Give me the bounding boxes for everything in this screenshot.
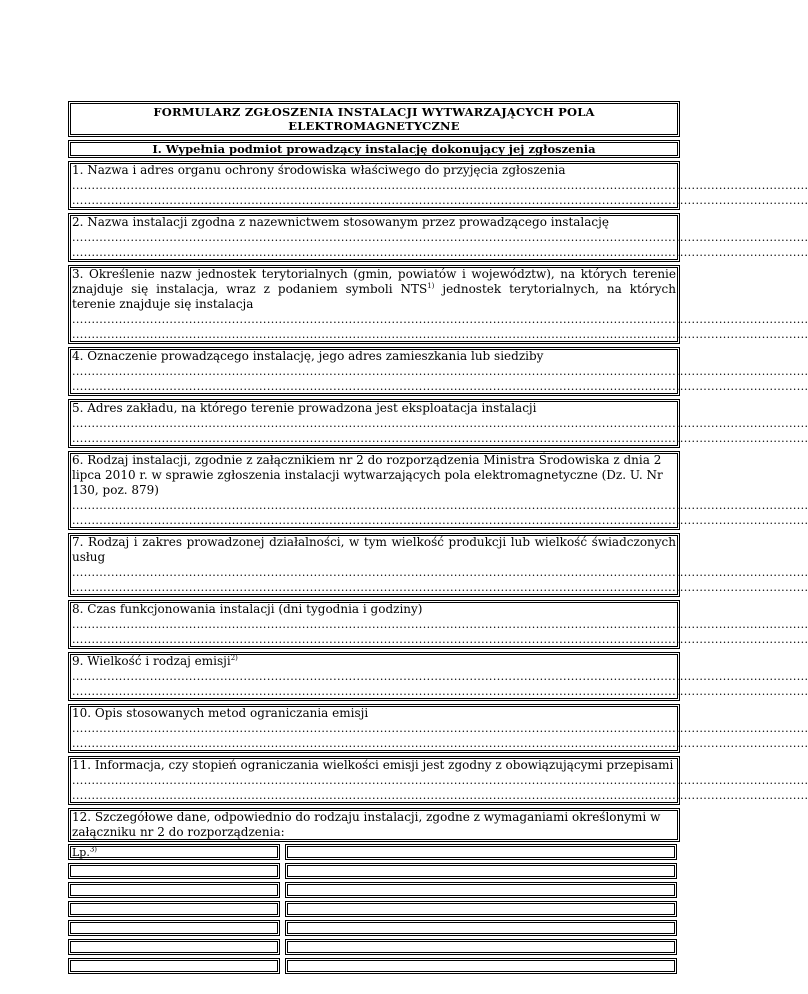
form-title-line-1: FORMULARZ ZGŁOSZENIA INSTALACJI WYTWARZAJĄCYCH POLA (153, 105, 595, 119)
field-label: 2. Nazwa instalacji zgodna z nazewnictwem stosowanym przez prowadzącego instalację (72, 215, 609, 229)
field-label: 8. Czas funkcjonowania instalacji (dni tygodnia i godziny) (72, 602, 423, 616)
field-compliance[interactable] (68, 756, 808, 805)
dotted-line: ............................................................................................................................................................................................. (72, 685, 808, 698)
dotted-line: ............................................................................................................................................................................................. (72, 231, 808, 244)
section-heading: I. Wypełnia podmiot prowadzący instalację dokonujący jej zgłoszenia (68, 140, 680, 158)
dotted-line: ............................................................................................................................................................................................. (72, 365, 808, 378)
table-cell[interactable] (285, 882, 677, 898)
dotted-line: ............................................................................................................................................................................................. (72, 194, 808, 207)
field-label: 11. Informacja, czy stopień ograniczania wielkości emisji jest zgodny z obowiązującymi przepisami (72, 758, 674, 772)
table-cell[interactable] (285, 958, 677, 974)
field-installation-type[interactable] (68, 451, 808, 530)
field-plant-address[interactable] (68, 399, 808, 448)
table-cell[interactable] (68, 882, 280, 898)
field-emission-methods[interactable] (68, 704, 808, 753)
field-label: 7. Rodzaj i zakres prowadzonej działalności, w tym wielkość produkcji lub wielkość świadczonych usług (72, 535, 676, 564)
dotted-line: ............................................................................................................................................................................................. (72, 789, 808, 802)
table-cell[interactable] (285, 844, 677, 860)
dotted-line: ............................................................................................................................................................................................. (72, 670, 808, 683)
footnote-ref: 1) (427, 282, 435, 290)
dotted-line: ............................................................................................................................................................................................. (72, 246, 808, 259)
installation-notification-form (68, 101, 808, 974)
table-cell[interactable] (285, 863, 677, 879)
field-emission[interactable] (68, 652, 808, 701)
footnote-ref: 3) (89, 845, 98, 854)
table-cell[interactable] (285, 920, 677, 936)
dotted-line: ............................................................................................................................................................................................. (72, 633, 808, 646)
dotted-line: ............................................................................................................................................................................................. (72, 313, 808, 326)
dotted-line: ............................................................................................................................................................................................. (72, 328, 808, 341)
field-label: 3. Określenie nazw jednostek terytorialnych (gmin, powiatów i województw), na których terenie znajduje się instalacja, wraz z podaniem symboli NTS$^{1)}$ jednostek terytorialnych, na których terenie znajduje się instalacja (72, 267, 676, 311)
dotted-line: ............................................................................................................................................................................................. (72, 380, 808, 393)
table-cell[interactable] (68, 863, 280, 879)
dotted-line: ............................................................................................................................................................................................. (72, 737, 808, 750)
dotted-line: ............................................................................................................................................................................................. (72, 774, 808, 787)
detail-table (68, 844, 680, 974)
table-cell[interactable] (68, 958, 280, 974)
dotted-line: ............................................................................................................................................................................................. (72, 432, 808, 445)
dotted-line: ............................................................................................................................................................................................. (72, 417, 808, 430)
field-territorial-units[interactable] (68, 265, 808, 344)
field-label: 4. Oznaczenie prowadzącego instalację, jego adres zamieszkania lub siedziby (72, 349, 544, 363)
field-detailed-data (68, 808, 680, 842)
dotted-line: ............................................................................................................................................................................................. (72, 618, 808, 631)
table-cell[interactable] (68, 920, 280, 936)
table-cell[interactable] (285, 901, 677, 917)
field-installation-name[interactable] (68, 213, 808, 262)
field-activity-scope[interactable] (68, 533, 808, 597)
dotted-line: ............................................................................................................................................................................................. (72, 722, 808, 735)
table-cell[interactable] (68, 901, 280, 917)
dotted-line: ............................................................................................................................................................................................. (72, 581, 808, 594)
footnote-ref: 2) (230, 654, 238, 662)
form-title-line-2: ELEKTROMAGNETYCZNE (288, 119, 460, 133)
field-label: 12. Szczegółowe dane, odpowiednio do rodzaju instalacji, zgodne z wymaganiami określonymi w załączniku nr 2 do rozporządzenia: (72, 810, 661, 839)
field-label: 10. Opis stosowanych metod ograniczania emisji (72, 706, 369, 720)
field-operator[interactable] (68, 347, 808, 396)
dotted-line: ............................................................................................................................................................................................. (72, 566, 808, 579)
lp-header-cell: Lp.$^{3)}$ (68, 844, 280, 860)
form-title (68, 101, 680, 137)
table-cell[interactable] (68, 939, 280, 955)
field-operating-time[interactable] (68, 600, 808, 649)
field-label: 1. Nazwa i adres organu ochrony środowiska właściwego do przyjęcia zgłoszenia (72, 163, 566, 177)
field-label: 9. Wielkość i rodzaj emisji$^{2)}$ (72, 654, 238, 668)
dotted-line: ............................................................................................................................................................................................. (72, 179, 808, 192)
table-cell[interactable] (285, 939, 677, 955)
dotted-line: ............................................................................................................................................................................................. (72, 514, 808, 527)
field-authority[interactable] (68, 161, 808, 210)
field-label: 5. Adres zakładu, na którego terenie prowadzona jest eksploatacja instalacji (72, 401, 537, 415)
field-label: 6. Rodzaj instalacji, zgodnie z załącznikiem nr 2 do rozporządzenia Ministra Środowiska z dnia 2 lipca 2010 r. w sprawie zgłoszenia instalacji wytwarzających pola elektromagnetyczne (Dz. U. Nr 130, poz. 879) (72, 453, 663, 497)
dotted-line: ............................................................................................................................................................................................. (72, 499, 808, 512)
